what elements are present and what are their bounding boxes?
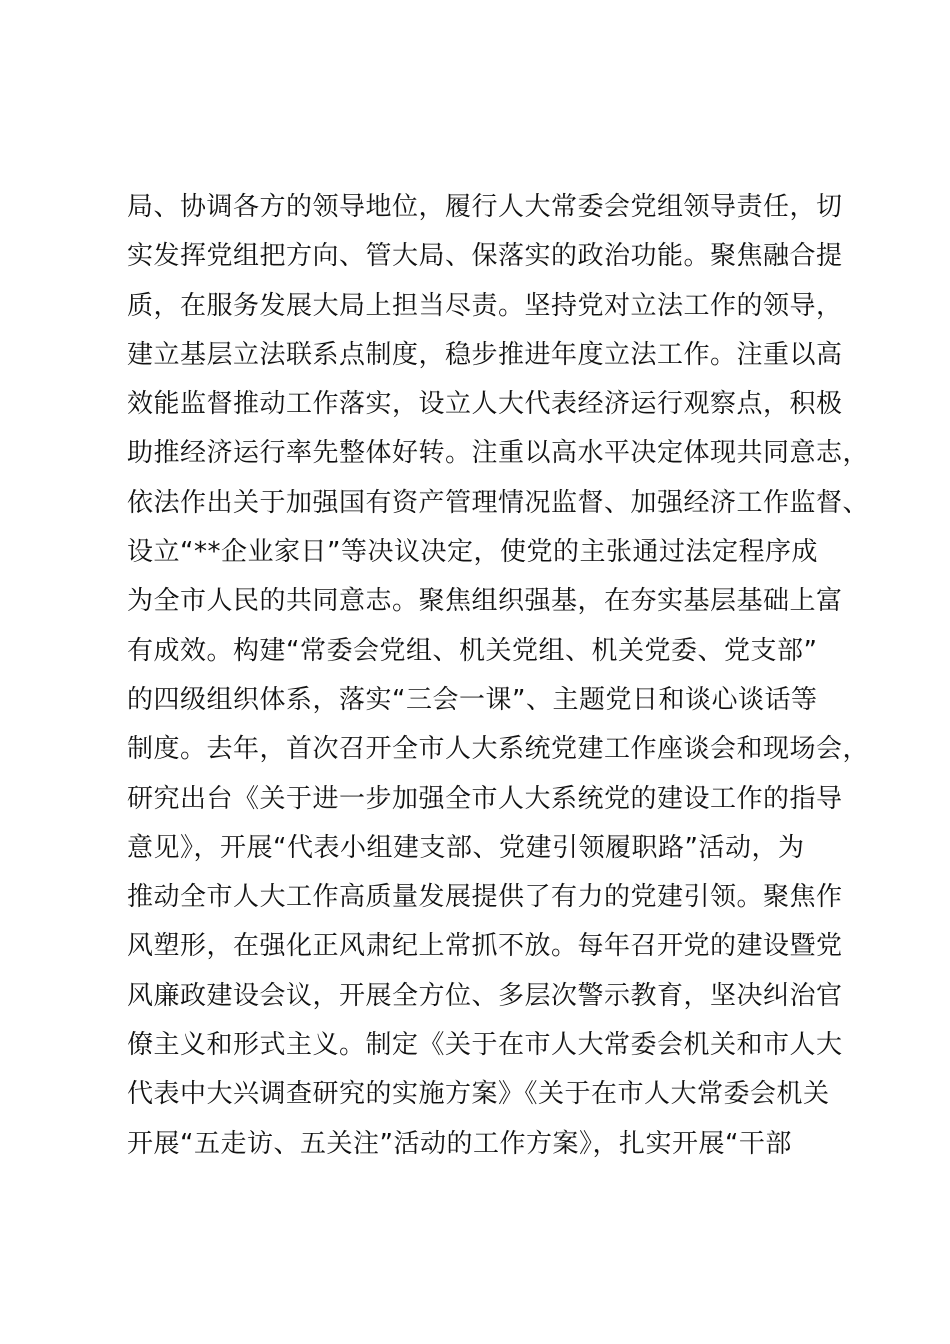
- text-line: 建立基层立法联系点制度，稳步推进年度立法工作。注重以高: [127, 339, 843, 370]
- text-line: 助推经济运行率先整体好转。注重以高水平决定体现共同意志，: [127, 438, 870, 469]
- text-line: 僚主义和形式主义。制定《关于在市人大常委会机关和市人大: [127, 1030, 843, 1061]
- text-line: 依法作出关于加强国有资产管理情况监督、加强经济工作监督、: [127, 487, 870, 518]
- text-line: 代表中大兴调查研究的实施方案》《关于在市人大常委会机关: [127, 1079, 830, 1110]
- text-line: 有成效。构建“常委会党组、机关党组、机关党委、党支部”: [127, 635, 818, 666]
- text-line: 意见》，开展“代表小组建支部、党建引领履职路”活动，为: [127, 832, 805, 863]
- text-line: 为全市人民的共同意志。聚焦组织强基，在夯实基层基础上富: [127, 586, 843, 617]
- text-line: 推动全市人大工作高质量发展提供了有力的党建引领。聚焦作: [127, 882, 843, 913]
- text-line: 制度。去年，首次召开全市人大系统党建工作座谈会和现场会，: [127, 734, 870, 765]
- text-line: 的四级组织体系，落实“三会一课”、主题党日和谈心谈话等: [127, 684, 818, 715]
- text-line: 风廉政建设会议，开展全方位、多层次警示教育，坚决纠治官: [127, 980, 843, 1011]
- text-line: 效能监督推动工作落实，设立人大代表经济运行观察点，积极: [127, 389, 843, 420]
- text-line: 局、协调各方的领导地位，履行人大常委会党组领导责任，切: [127, 192, 843, 222]
- text-line: 实发挥党组把方向、管大局、保落实的政治功能。聚焦融合提: [127, 241, 843, 272]
- text-line: 开展“五走访、五关注”活动的工作方案》，扎实开展“干部: [127, 1128, 792, 1159]
- text-line: 设立“**企业家日”等决议决定，使党的主张通过法定程序成: [127, 537, 818, 568]
- body-paragraph: [127, 183, 870, 1169]
- text-line: 研究出台《关于进一步加强全市人大系统党的建设工作的指导: [127, 783, 843, 814]
- text-line: 质，在服务发展大局上担当尽责。坚持党对立法工作的领导，: [127, 290, 843, 321]
- text-line: 风塑形，在强化正风肃纪上常抓不放。每年召开党的建设暨党: [127, 931, 843, 962]
